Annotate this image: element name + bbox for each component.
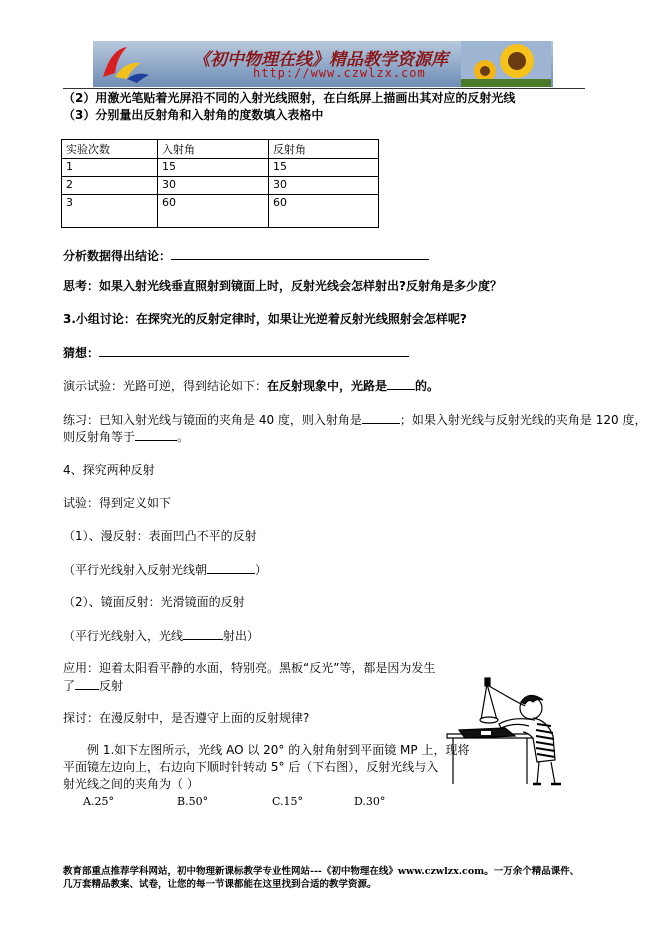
option-c: C.15° [272, 795, 304, 808]
group-discussion: 3.小组讨论：在探究光的反射定律时，如果让光逆着反射光线照射会怎样呢? [63, 312, 467, 326]
sunflower-icon [461, 41, 551, 87]
exercise-line-2 [63, 428, 189, 445]
diffuse-note [63, 561, 267, 578]
trial-text: 试验：得到定义如下 [63, 496, 172, 510]
table-header-cell: 反射角 [269, 140, 379, 159]
table-cell: 15 [158, 159, 269, 177]
table-cell: 30 [269, 177, 379, 195]
demo-blank [387, 377, 415, 390]
specular-title: （2）、镜面反射：光滑镜面的反射 [63, 595, 245, 609]
option-a: A.25° [83, 795, 114, 808]
analysis-blank [171, 247, 429, 260]
table-header-cell: 入射角 [158, 140, 269, 159]
footer-line-1: 教育部重点推荐学科网站，初中物理新课标教学专业性网站---《初中物理在线》www.czwlzx.com。一万余个精品课件、 [63, 866, 580, 877]
option-d: D.30° [354, 795, 386, 808]
step-2-text: （2）用激光笔贴着光屏沿不同的入射光线照射，在白纸屏上描画出其对应的反射光线 [63, 91, 516, 105]
exercise-text-1a: 练习：已知入射光线与镜面的夹角是 40 度，则入射角是 [63, 413, 362, 427]
exercise-blank-1 [362, 411, 400, 424]
table-header-cell: 实验次数 [62, 140, 158, 159]
exercise-text-2b: 。 [177, 430, 190, 444]
application-text-a: 了 [63, 679, 76, 693]
exercise-text-2a: 则反射角等于 [63, 430, 136, 444]
exercise-line-1 [63, 411, 646, 428]
table-row [62, 177, 379, 195]
step-3-text: （3）分别量出反射角和入射角的度数填入表格中 [63, 108, 324, 122]
application-blank [75, 677, 99, 690]
think-question: 思考：如果入射光线垂直照射到镜面上时，反射光线会怎样射出?反射角是多少度？ [63, 279, 502, 293]
application-line-2 [63, 677, 123, 694]
demo-line [63, 377, 439, 394]
demo-prefix: 演示试验：光路可逆，得到结论如下： [63, 379, 268, 393]
table-row [62, 195, 379, 228]
example-line-2: 平面镜左边向上，右边向下顺时针转动 5° 后（下右图），反射光线与入 [63, 760, 439, 774]
specular-blank [183, 627, 223, 640]
table-cell: 2 [62, 177, 158, 195]
option-b: B.50° [177, 795, 209, 808]
table-row [62, 159, 379, 177]
header-rule [63, 88, 585, 89]
diffuse-note-b: ） [255, 563, 268, 577]
exercise-text-1b: ；如果入射光线与反射光线的夹角是 120 度， [399, 413, 647, 427]
explore-question: 探讨：在漫反射中，是否遵守上面的反射规律? [63, 711, 310, 725]
specular-note-b: 射出） [223, 629, 260, 643]
diffuse-title: （1）、漫反射：表面凹凸不平的反射 [63, 529, 257, 543]
header-banner [93, 41, 553, 87]
table-header-row [62, 140, 379, 159]
table-cell: 30 [158, 177, 269, 195]
application-text-b: 反射 [99, 679, 124, 693]
exercise-blank-2 [135, 428, 177, 441]
specular-note-a: （平行光线射入，光线 [63, 629, 184, 643]
table-cell: 1 [62, 159, 158, 177]
diffuse-blank [207, 561, 255, 574]
analysis-line [63, 247, 429, 264]
example-line-1: 例 1.如下左图所示，光线 AO 以 20° 的入射角射到平面镜 MP 上，现将 [87, 743, 470, 757]
guess-label: 猜想： [63, 346, 100, 360]
table-cell: 3 [62, 195, 158, 228]
site-logo-icon [97, 43, 153, 85]
table-cell: 15 [269, 159, 379, 177]
demo-bold-text: 在反射现象中，光路是 [267, 379, 388, 393]
measurement-table [61, 139, 379, 228]
specular-note [63, 627, 259, 644]
guess-blank [99, 344, 409, 357]
diffuse-note-a: （平行光线射入反射光线朝 [63, 563, 208, 577]
banner-url: http://www.czwlzx.com [253, 66, 426, 80]
banner-title: 《初中物理在线》精品教学资源库 [193, 50, 448, 70]
guess-line [63, 344, 409, 361]
demo-suffix: 的。 [415, 379, 440, 393]
application-line-1: 应用：迎着太阳看平静的水面，特别亮。黑板“反光”等，都是因为发生 [63, 661, 436, 675]
table-cell: 60 [158, 195, 269, 228]
example-line-3: 射光线之间的夹角为（ ） [63, 777, 199, 791]
footer-line-2: 几万套精品教案、试卷，让您的每一节课都能在这里找到合适的教学资源。 [63, 879, 377, 890]
table-cell: 60 [269, 195, 379, 228]
student-experiment-illustration [443, 676, 577, 788]
section-4-heading: 4、探究两种反射 [63, 463, 155, 477]
analysis-label: 分析数据得出结论： [63, 249, 172, 263]
